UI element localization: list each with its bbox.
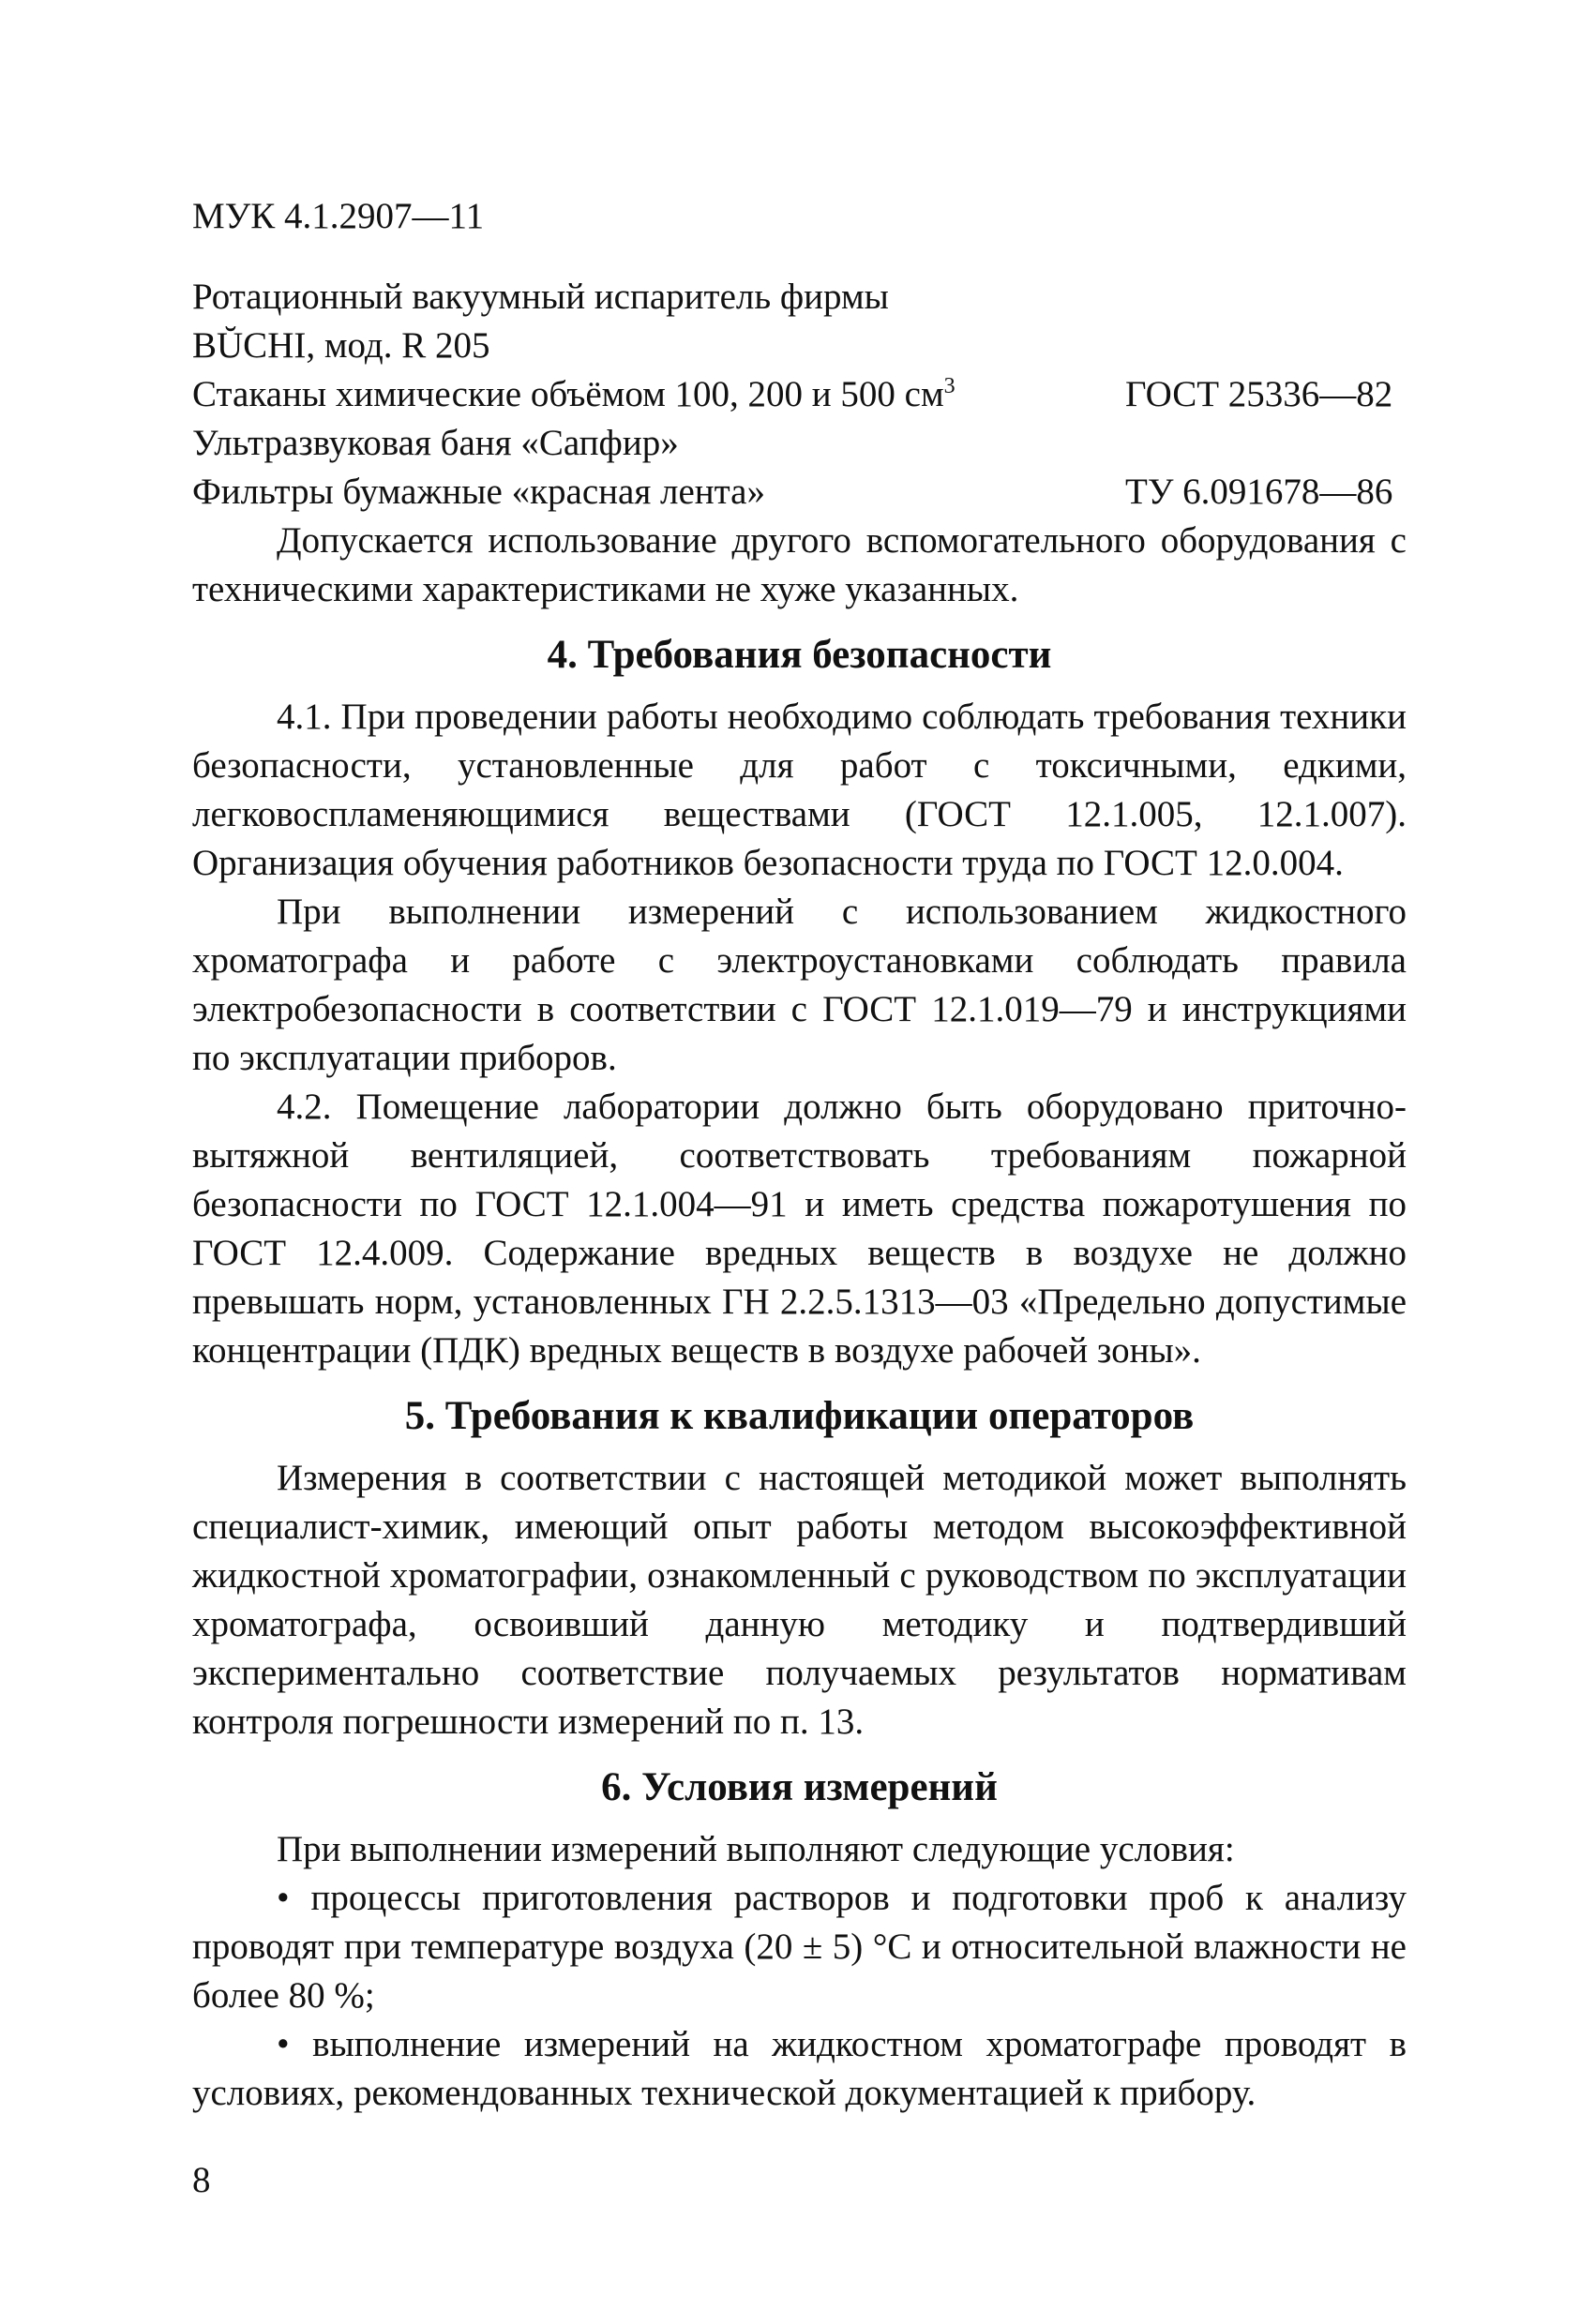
section-5-paragraph-1: Измерения в соответствии с настоящей методикой может выполнять специалист-химик, имеющий опыт работы методом высокоэффективной жидкостной хроматографии, ознакомленный с руководством по эксплуатации хроматографа, освоивший данную методику и подтвердивший экспериментально соответствие получаемых результатов нормативам контроля погрешности измерений по п. 13. (192, 1458, 1407, 1742)
filters-row (192, 468, 1407, 517)
beakers-standard: ГОСТ 25336—82 (1125, 374, 1393, 414)
page-number: 8 (192, 2160, 211, 2200)
document-page (192, 192, 1407, 2118)
section-4-title: 4. Требования безопасности (547, 633, 1052, 677)
section-6-intro: При выполнении измерений выполняют следующие условия: (277, 1829, 1235, 1869)
beakers-item: Стаканы химические объёмом 100, 200 и 500 $см^3$ (192, 374, 955, 414)
section-4-paragraph-1: 4.1. При проведении работы необходимо соблюдать требования техники безопасности, установленные для работ с токсичными, едкими, легковоспламеняющимися веществами (ГОСТ 12.1.005, 12.1.007). Организация обучения работников безопасности труда по ГОСТ 12.0.004. (192, 697, 1407, 883)
section-5-title: 5. Требования к квалификации операторов (404, 1394, 1195, 1438)
evaporator-line-2: BŬCHI, мод. R 205 (192, 325, 490, 366)
filters-item: Фильтры бумажные «красная лента» (192, 472, 765, 512)
beakers-row (192, 370, 1407, 419)
evaporator-line-1: Ротационный вакуумный испаритель фирмы (192, 277, 889, 317)
ultrasonic-bath: Ультразвуковая баня «Сапфир» (192, 423, 679, 463)
equipment-list (192, 273, 1407, 614)
section-6-bullet-2: • выполнение измерений на жидкостном хроматографе проводят в условиях, рекомендованных технической документацией к прибору. (192, 2024, 1407, 2113)
filters-standard: ТУ 6.091678—86 (1125, 472, 1393, 512)
section-6-bullet-1: • процессы приготовления растворов и подготовки проб к анализу проводят при температуре воздуха (20 ± 5) °С и относительной влажности не более 80 %; (192, 1878, 1407, 2016)
document-code: МУК 4.1.2907—11 (192, 196, 485, 236)
equipment-note: Допускается использование другого вспомогательного оборудования с техническими характеристиками не хуже указанных. (192, 520, 1407, 609)
section-4-paragraph-2: При выполнении измерений с использованием жидкостного хроматографа и работе с электроустановками соблюдать правила электробезопасности в соответствии с ГОСТ 12.1.019—79 и инструкциями по эксплуатации приборов. (192, 892, 1407, 1078)
section-6-title: 6. Условия измерений (601, 1765, 998, 1809)
section-4-paragraph-3: 4.2. Помещение лаборатории должно быть оборудовано приточно-вытяжной вентиляцией, соответствовать требованиям пожарной безопасности по ГОСТ 12.1.004—91 и иметь средства пожаротушения по ГОСТ 12.4.009. Содержание вредных веществ в воздухе не должно превышать норм, установленных ГН 2.2.5.1313—03 «Предельно допустимые концентрации (ПДК) вредных веществ в воздухе рабочей зоны». (192, 1087, 1407, 1371)
